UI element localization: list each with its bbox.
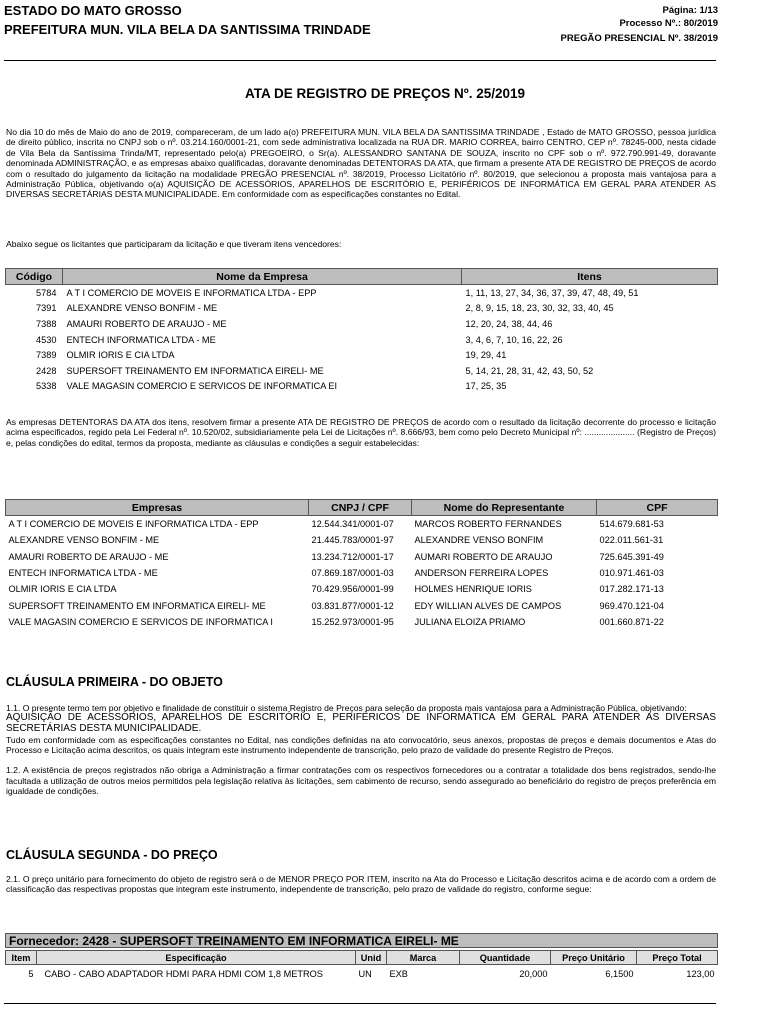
- winning-items: 2, 8, 9, 15, 18, 23, 30, 32, 33, 40, 45: [465, 303, 614, 314]
- winning-items: 12, 20, 24, 38, 44, 46: [465, 318, 553, 329]
- col-header-brand: Marca: [387, 951, 460, 965]
- representative-cpf: 010.971.461-03: [599, 568, 664, 579]
- clause1-body: [6, 703, 716, 797]
- clause1-p1c: Tudo em conformidade com as especificações constantes no Edital, nas condições definidas na ato convocatório, seus anexos, propostas de preços e demais documentos e Atas do Processo e Licitação acima descritos, os quais integram este instrumento independente de transcrição, pelo prazo de validade do presente Registro de Preços.: [6, 734, 716, 755]
- winners-table-header: [6, 269, 718, 285]
- representative-cpf: 725.645.391-49: [599, 551, 664, 562]
- representative-name: HOLMES HENRIQUE IORIS: [414, 584, 532, 595]
- representative-cpf: 022.011.561-31: [599, 535, 664, 546]
- supplier-items-table: [5, 950, 718, 979]
- winners-row: [6, 347, 718, 363]
- company-name: ALEXANDRE VENSO BONFIM - ME: [66, 303, 218, 314]
- col-header-spec: Especificação: [37, 951, 356, 965]
- representative-name: AUMARI ROBERTO DE ARAUJO: [414, 551, 553, 562]
- company-code: 5338: [36, 381, 57, 392]
- representative-name: ALEXANDRE VENSO BONFIM: [414, 535, 544, 546]
- supplier-title: Fornecedor: 2428 - SUPERSOFT TREINAMENTO EM INFORMATICA EIRELI- ME: [5, 933, 718, 948]
- company-name: OLMIR IORIS E CIA LTDA: [66, 350, 175, 361]
- header-divider: [4, 60, 716, 61]
- companies-row: [6, 614, 718, 630]
- winning-items: 1, 11, 13, 27, 34, 36, 37, 39, 47, 48, 49, 51: [465, 287, 639, 298]
- company-code: 7391: [36, 303, 57, 314]
- holders-text: As empresas DETENTORAS DA ATA dos itens, resolvem firmar a presente ATA DE REGISTRO DE PREÇOS de acordo com o resultado da licitação decorrente do processo e licitação acima especificados, regido pela Lei Federal nº. 10.520/02, subsidiariamente pela Lei de Licitações nº. 8.666/93, bem como pelo Decreto Municipal nº: ..................... (Registro de Preços) e, pelas condições do edital, termos da proposta, mediante as cláusulas e condições a seguir estabelecidas:: [6, 417, 716, 448]
- page-number: Página: 1/13: [662, 5, 718, 16]
- company-code: 7388: [36, 318, 57, 329]
- bidders-intro-text: Abaixo segue os licitantes que participaram da licitação e que tiveram itens vencedores:: [6, 239, 342, 249]
- company-name: ENTECH INFORMATICA LTDA - ME: [8, 568, 158, 579]
- clause2-p1: 2.1. O preço unitário para fornecimento do objeto de registro será o de MENOR PREÇO POR ITEM, inscrito na Ata do Processo e Licitação descritos acima e de acordo com a ordem de classificação das respectivas propostas que integram este instrumento, independente de transcrição, pelo prazo de validade do registro, conforme segue:: [6, 874, 716, 895]
- company-code: 5784: [36, 287, 57, 298]
- company-name: VALE MAGASIN COMERCIO E SERVICOS DE INFORMATICA I: [8, 616, 273, 627]
- col-header-total-price: Preço Total: [637, 951, 718, 965]
- company-name: A T I COMERCIO DE MOVEIS E INFORMATICA LTDA - EPP: [66, 287, 317, 298]
- company-name: A T I COMERCIO DE MOVEIS E INFORMATICA LTDA - EPP: [8, 519, 259, 530]
- winners-row: [6, 379, 718, 395]
- companies-row: [6, 549, 718, 565]
- winners-row: [6, 301, 718, 317]
- companies-table-header: [6, 500, 718, 516]
- company-code: 4530: [36, 334, 57, 345]
- company-name: VALE MAGASIN COMERCIO E SERVICOS DE INFORMATICA EI: [66, 381, 338, 392]
- companies-row: [6, 532, 718, 548]
- company-name: OLMIR IORIS E CIA LTDA: [8, 584, 117, 595]
- winners-row: [6, 316, 718, 332]
- clause2-title: CLÁUSULA SEGUNDA - DO PREÇO: [6, 848, 218, 862]
- intro-paragraph: [6, 127, 716, 200]
- item-total-price: 123,00: [686, 969, 715, 979]
- document-title: ATA DE REGISTRO DE PREÇOS Nº. 25/2019: [245, 86, 525, 101]
- company-cnpj: 21.445.783/0001-97: [311, 535, 394, 546]
- item-quantity: 20,000: [519, 969, 548, 979]
- col-header-cpf: CPF: [597, 500, 718, 516]
- representative-name: JULIANA ELOIZA PRIAMO: [414, 616, 526, 627]
- company-code: 7389: [36, 350, 57, 361]
- auction-number: PREGÃO PRESENCIAL Nº. 38/2019: [560, 33, 718, 44]
- bidders-intro: [6, 239, 716, 249]
- representative-cpf: 514.679.681-53: [599, 519, 664, 530]
- item-unit: UN: [358, 969, 372, 979]
- winners-row: [6, 332, 718, 348]
- municipality-name: PREFEITURA MUN. VILA BELA DA SANTISSIMA TRINDADE: [4, 22, 371, 37]
- company-name: ALEXANDRE VENSO BONFIM - ME: [8, 535, 160, 546]
- intro-text: No dia 10 do mês de Maio do ano de 2019, compareceram, de um lado a(o) PREFEITURA MUN. VILA BELA DA SANTISSIMA TRINDADE , Estado de MATO GROSSO, pessoa jurídica de direito público, inscrita no CNPJ sob o nº. 03.214.160/0001-21, com sede administrativa localizada na RUA DR. MARIO CORREA, bairro CENTRO, CEP nº. 78245-000, nesta cidade de Vila Bela da Santíssima Trinda/MT, representado pelo(a) PREGOEIRO, o Sr(a). ALESSANDRO SANTANA DE SOUZA, inscrito no CPF sob o nº. 972.790.991-49, doravante denominada ADMINISTRAÇÃO, e as empresas abaixo qualificadas, doravante denominadas DETENTORAS DA ATA, que firmam a presente ATA DE REGISTRO DE PREÇOS de acordo com o resultado do julgamento da licitação na modalidade PREGÃO PRESENCIAL nº. 38/2019, Processo Licitatório nº. 80/2019, que selecionou a proposta mais vantajosa para a Administração Pública, objetivando o(a) AQUISIÇÃO DE ACESSÓRIOS, APARELHOS DE ESCRITÓRIO E, PERIFÉRICOS DE INFORMÁTICA EM GERAL PARA ATENDER AS DIVERSAS SECRETÁRIAS DESTA MUNICIPALIDADE. Em conformidade com as especificações constantes no Edital.: [6, 127, 716, 200]
- winning-items: 3, 4, 6, 7, 10, 16, 22, 26: [465, 334, 563, 345]
- col-header-unit-price: Preço Unitário: [551, 951, 637, 965]
- clause1-title: CLÁUSULA PRIMEIRA - DO OBJETO: [6, 675, 223, 689]
- state-name: ESTADO DO MATO GROSSO: [4, 3, 182, 18]
- winning-items: 19, 29, 41: [465, 350, 507, 361]
- company-name: SUPERSOFT TREINAMENTO EM INFORMATICA EIRELI- ME: [8, 600, 266, 611]
- supplier-item-row: [6, 965, 718, 980]
- col-header-company: Nome da Empresa: [63, 269, 462, 285]
- company-name: SUPERSOFT TREINAMENTO EM INFORMATICA EIRELI- ME: [66, 365, 324, 376]
- representative-cpf: 969.470.121-04: [599, 600, 664, 611]
- item-unit-price: 6,1500: [605, 969, 634, 979]
- winning-items: 5, 14, 21, 28, 31, 42, 43, 50, 52: [465, 365, 594, 376]
- clause1-p1a: 1.1. O presente termo tem por objetivo e finalidade de constituir o sistema Registro de Preços para seleção da proposta mais vantajosa para a Administração Pública, objetivando:: [6, 703, 687, 713]
- companies-row: [6, 581, 718, 597]
- col-header-representative: Nome do Representante: [412, 500, 597, 516]
- company-cnpj: 13.234.712/0001-17: [311, 551, 394, 562]
- col-header-cnpj: CNPJ / CPF: [309, 500, 412, 516]
- holders-paragraph: [6, 417, 716, 448]
- item-specification: CABO - CABO ADAPTADOR HDMI PARA HDMI COM 1,8 METROS: [44, 969, 323, 979]
- winning-items: 17, 25, 35: [465, 381, 507, 392]
- companies-table: [5, 499, 718, 630]
- col-header-code: Código: [6, 269, 63, 285]
- col-header-items: Itens: [462, 269, 718, 285]
- winners-row: [6, 285, 718, 301]
- item-number: 5: [28, 969, 34, 979]
- clause1-p2: 1.2. A existência de preços registrados não obriga a Administração a firmar contratações com os respectivos fornecedores ou a contratar a totalidade dos bens registrados, sendo-lhe facultada a utilização de outros meios permitidos pela legislação relativa às licitações, sem cabimento de recurso, sendo assegurado ao beneficiário do registro de preços preferência em igualdade de condições.: [6, 765, 716, 797]
- company-name: AMAURI ROBERTO DE ARAUJO - ME: [8, 551, 169, 562]
- company-cnpj: 12.544.341/0001-07: [311, 519, 394, 530]
- footer-divider: [4, 1003, 716, 1004]
- col-header-unit: Unid: [356, 951, 387, 965]
- item-brand: EXB: [389, 969, 408, 979]
- company-cnpj: 70.429.956/0001-99: [311, 584, 394, 595]
- representative-name: EDY WILLIAN ALVES DE CAMPOS: [414, 600, 562, 611]
- companies-row: [6, 597, 718, 613]
- company-name: ENTECH INFORMATICA LTDA - ME: [66, 334, 216, 345]
- company-code: 2428: [36, 365, 57, 376]
- companies-row: [6, 516, 718, 533]
- col-header-companies: Empresas: [6, 500, 309, 516]
- company-cnpj: 07.869.187/0001-03: [311, 568, 394, 579]
- companies-row: [6, 565, 718, 581]
- supplier-table-header: [6, 951, 718, 965]
- process-number: Processo Nº.: 80/2019: [619, 18, 718, 29]
- company-name: AMAURI ROBERTO DE ARAUJO - ME: [66, 318, 227, 329]
- col-header-qty: Quantidade: [460, 951, 551, 965]
- clause1-p1b: AQUISIÇÃO DE ACESSÓRIOS, APARELHOS DE ESCRITÓRIO E, PERIFÉRICOS DE INFORMÁTICA EM GERAL PARA ATENDER AS DIVERSAS SECRETÁRIAS DESTA MUNICIPALIDADE.: [6, 712, 716, 734]
- representative-name: MARCOS ROBERTO FERNANDES: [414, 519, 562, 530]
- representative-cpf: 017.282.171-13: [599, 584, 664, 595]
- winners-table: [5, 268, 718, 394]
- company-cnpj: 15.252.973/0001-95: [311, 616, 394, 627]
- company-cnpj: 03.831.877/0001-12: [311, 600, 394, 611]
- representative-cpf: 001.660.871-22: [599, 616, 664, 627]
- representative-name: ANDERSON FERREIRA LOPES: [414, 568, 549, 579]
- clause2-body: [6, 874, 716, 895]
- col-header-item: Item: [6, 951, 37, 965]
- winners-row: [6, 363, 718, 379]
